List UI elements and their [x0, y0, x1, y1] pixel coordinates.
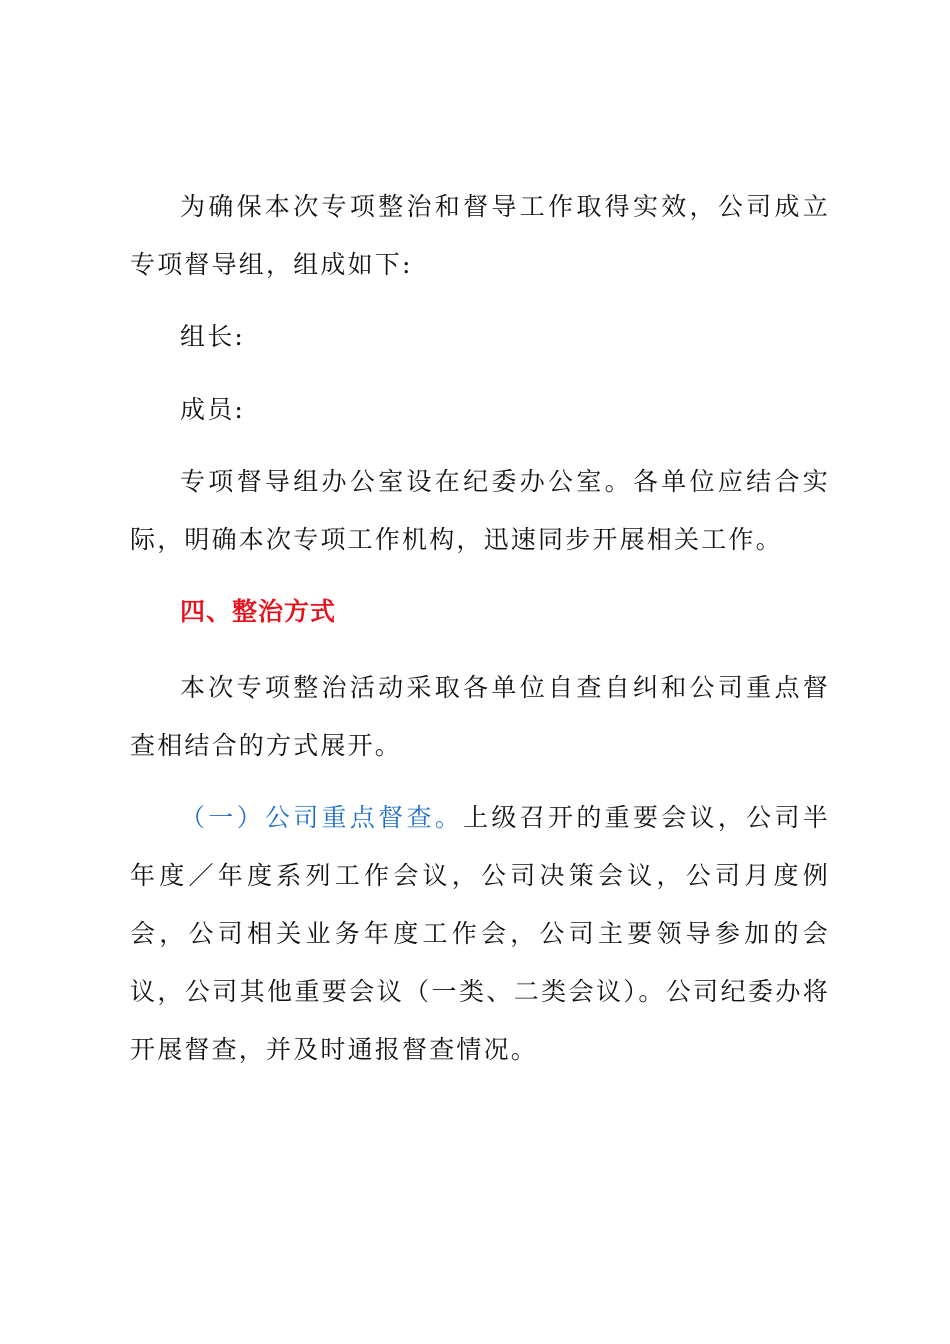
paragraph-key-inspection-body: 上级召开的重要会议，公司半年度／年度系列工作会议，公司决策会议，公司月度例会，公司相关业务年度工作会，公司主要领导参加的会议，公司其他重要会议（一类、二类会议）。公司纪委办将开展督查，并及时通报督查情况。: [130, 803, 830, 1064]
paragraph-method: 本次专项整治活动采取各单位自查自纠和公司重点督查相结合的方式展开。: [130, 673, 830, 760]
paragraph-members: 成员:: [180, 395, 246, 424]
section-heading: 四、整治方式: [180, 597, 337, 626]
paragraph-key-inspection: [130, 789, 830, 1079]
paragraph-group-leader: 组长:: [180, 322, 246, 351]
paragraph-supervision-group: 为确保本次专项整治和督导工作取得实效，公司成立专项督导组，组成如下:: [130, 192, 830, 279]
subheading-key-inspection: （一）公司重点督查。: [180, 803, 464, 832]
paragraph-office: 专项督导组办公室设在纪委办公室。各单位应结合实际，明确本次专项工作机构，迅速同步开展相关工作。: [130, 467, 830, 554]
